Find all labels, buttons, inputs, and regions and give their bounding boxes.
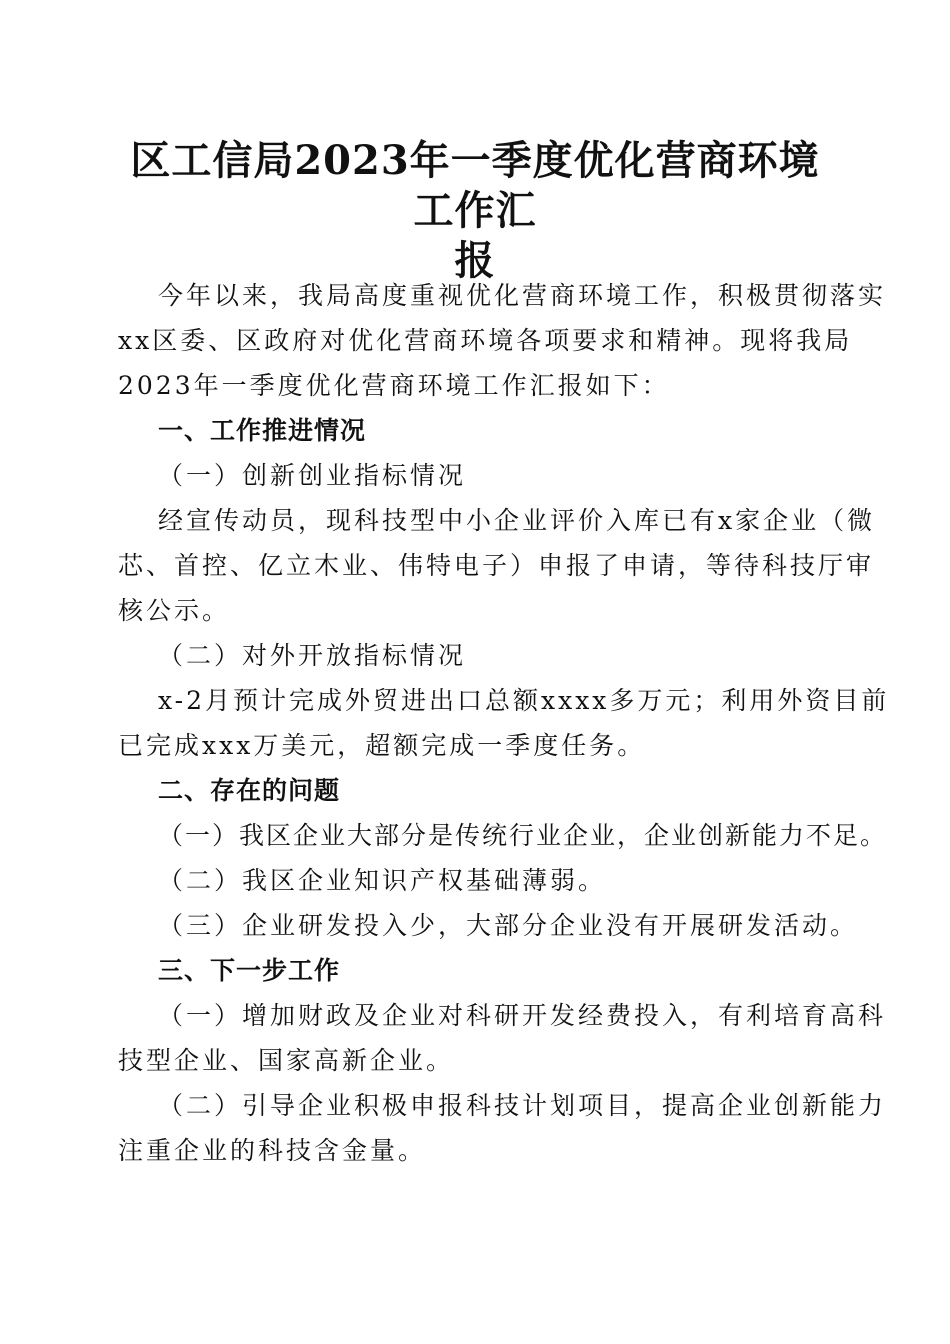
sub2-line-1: x-2月预计完成外贸进出口总额xxxx多万元；利用外资目前 — [158, 686, 890, 715]
problem-item-1: （一）我区企业大部分是传统行业企业，企业创新能力不足。 — [158, 821, 888, 850]
next-item-2-line-1: （二）引导企业积极申报科技计划项目，提高企业创新能力 — [158, 1091, 887, 1120]
sub1-line-2: 芯、首控、亿立木业、伟特电子）申报了申请，等待科技厅审 — [118, 551, 875, 580]
problem-item-2: （二）我区企业知识产权基础薄弱。 — [158, 866, 607, 895]
title-line-2: 报 — [454, 237, 496, 284]
document-title — [110, 136, 840, 286]
problem-item-3: （三）企业研发投入少，大部分企业没有开展研发活动。 — [158, 911, 859, 940]
intro-line-2: xx区委、区政府对优化营商环境各项要求和精神。现将我局 — [118, 326, 853, 355]
next-item-1-line-1: （一）增加财政及企业对科研开发经费投入，有利培育高科 — [158, 1001, 887, 1030]
next-item-2-line-2: 注重企业的科技含金量。 — [118, 1136, 427, 1165]
section-heading-1: 一、工作推进情况 — [158, 416, 367, 445]
sub1-line-1: 经宣传动员，现科技型中小企业评价入库已有x家企业（微 — [158, 506, 876, 535]
section-heading-3: 三、下一步工作 — [158, 956, 341, 985]
subsection-heading-1-2: （二）对外开放指标情况 — [158, 641, 467, 670]
sub2-line-2: 已完成xxx万美元，超额完成一季度任务。 — [118, 731, 646, 760]
intro-line-3: 2023年一季度优化营商环境工作汇报如下： — [118, 371, 670, 400]
sub1-line-3: 核公示。 — [118, 596, 231, 625]
title-line-1: 区工信局2023年一季度优化营商环境工作汇 — [130, 137, 820, 234]
next-item-1-line-2: 技型企业、国家高新企业。 — [118, 1046, 455, 1075]
subsection-heading-1-1: （一）创新创业指标情况 — [158, 461, 467, 490]
intro-line-1: 今年以来，我局高度重视优化营商环境工作，积极贯彻落实 — [158, 281, 887, 310]
section-heading-2: 二、存在的问题 — [158, 776, 341, 805]
